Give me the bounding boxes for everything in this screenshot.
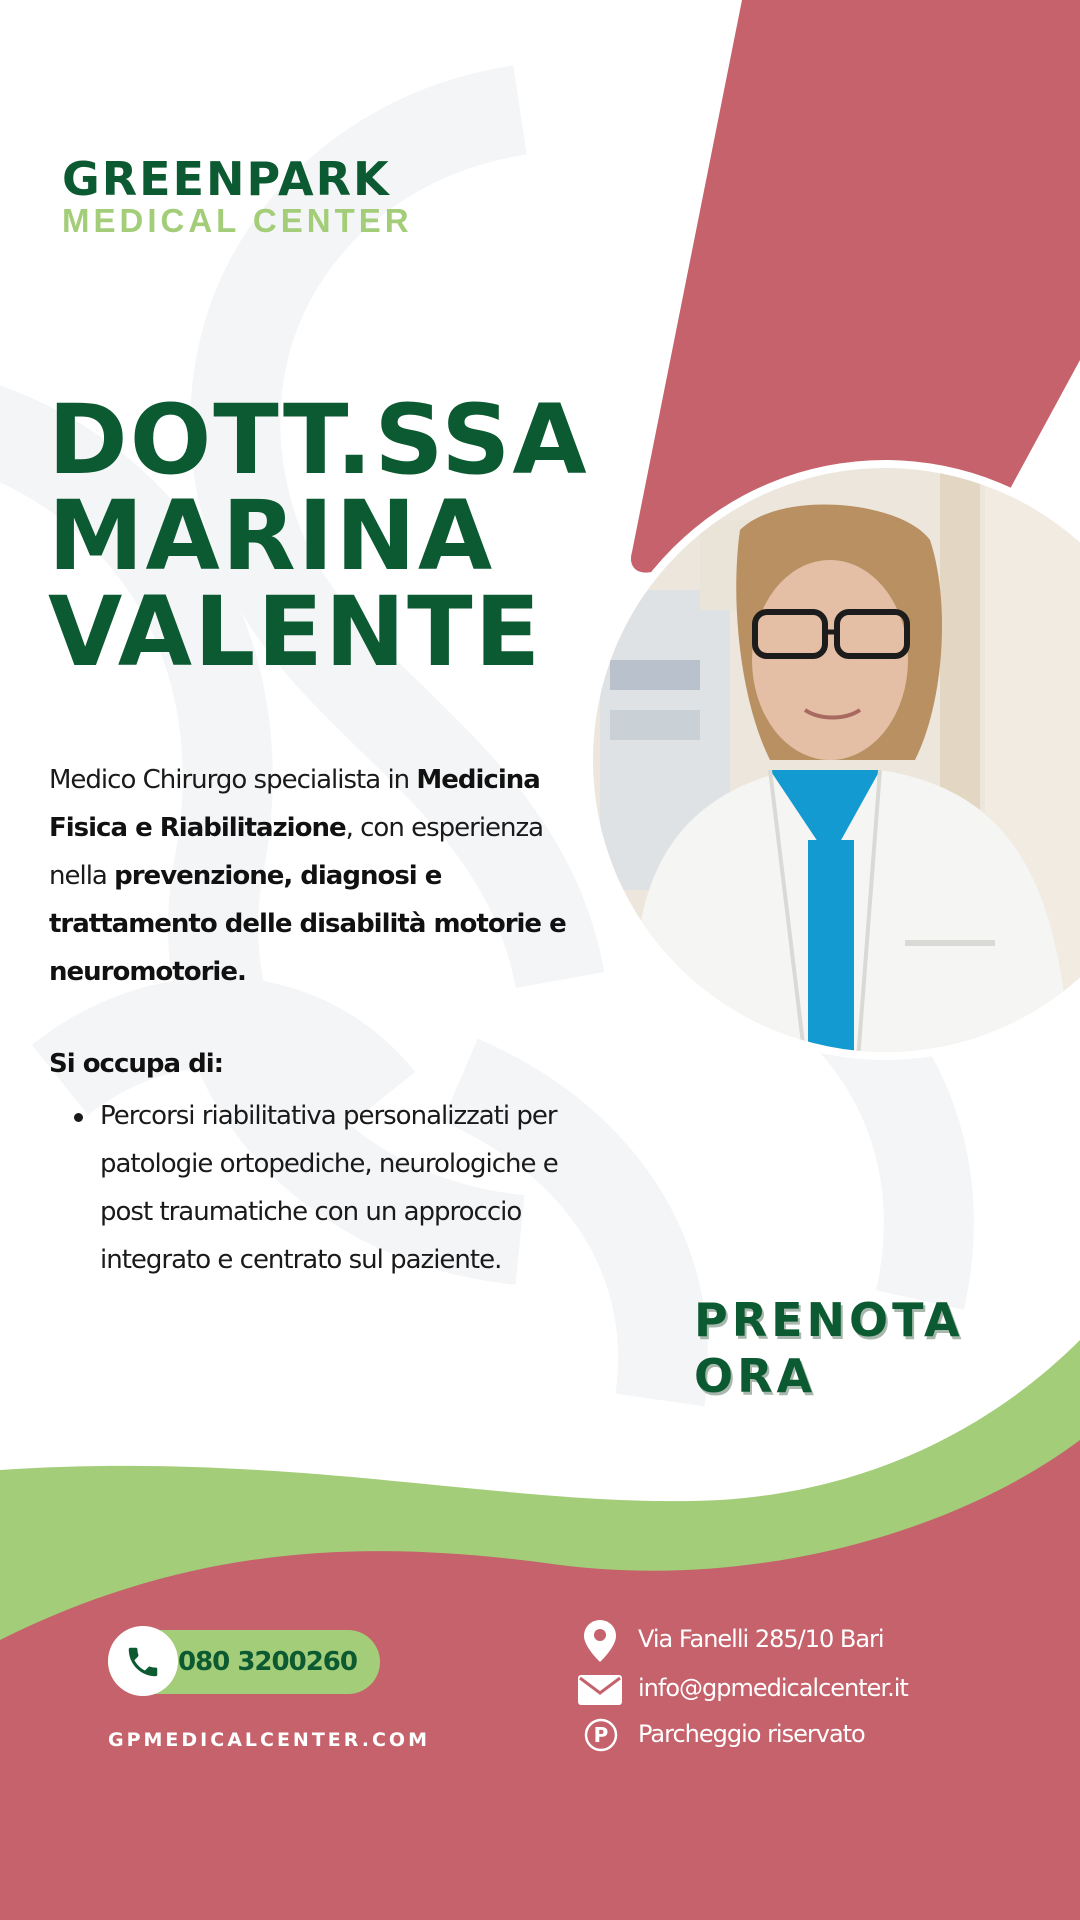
location-pin-icon bbox=[584, 1620, 616, 1662]
address-text: Via Fanelli 285/10 Bari bbox=[638, 1625, 884, 1653]
services-list-item: Percorsi riabilitativa personalizzati per patologie ortopediche, neurologiche e post traumatiche con un approccio integrato e centrato sul paziente. bbox=[100, 1092, 600, 1284]
phone-icon bbox=[124, 1643, 162, 1681]
intro-specialty: Medicina Fisica e Riabilitazione bbox=[49, 765, 540, 843]
doctor-name-line: DOTT.SSA bbox=[48, 384, 589, 496]
doctor-name-line: MARINA bbox=[48, 480, 495, 592]
brand-subtitle: MEDICAL CENTER bbox=[62, 202, 413, 239]
doctor-name bbox=[48, 384, 589, 688]
brand-name: GREENPARK bbox=[62, 152, 391, 206]
email-link[interactable]: info@gpmedicalcenter.it bbox=[638, 1674, 908, 1702]
book-now-button[interactable]: PRENOTA ORA bbox=[694, 1293, 964, 1403]
intro-text: Medico Chirurgo specialista in bbox=[49, 765, 417, 795]
website-link[interactable]: GPMEDICALCENTER.COM bbox=[108, 1729, 430, 1751]
brand-logo bbox=[62, 152, 413, 239]
svg-text:P: P bbox=[593, 1723, 609, 1747]
services-title: Si occupa di: bbox=[49, 1049, 224, 1079]
parking-text: Parcheggio riservato bbox=[638, 1720, 865, 1748]
envelope-icon bbox=[578, 1675, 622, 1705]
intro-expertise: prevenzione, diagnosi e trattamento delle disabilità motorie e neuromotorie. bbox=[49, 861, 566, 987]
intro-text: , con esperienza nella bbox=[49, 813, 544, 891]
phone-icon-badge bbox=[108, 1626, 178, 1696]
parking-icon bbox=[584, 1718, 618, 1752]
services-list bbox=[100, 1092, 600, 1284]
intro-paragraph bbox=[49, 756, 589, 996]
doctor-name-line: VALENTE bbox=[48, 576, 543, 688]
phone-number: 080 3200260 bbox=[178, 1647, 357, 1677]
phone-button[interactable] bbox=[108, 1630, 380, 1694]
